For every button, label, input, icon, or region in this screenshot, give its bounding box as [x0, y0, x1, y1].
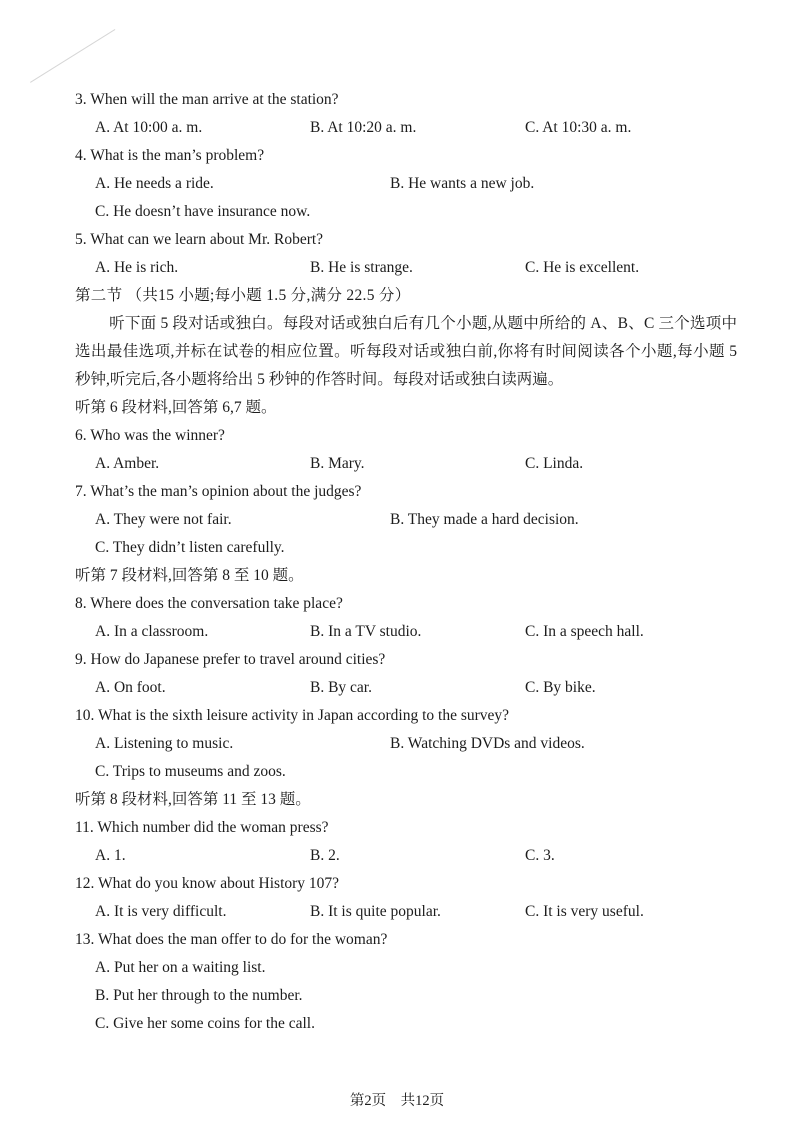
option: B. 2. [310, 847, 340, 864]
question-text: 10. What is the sixth leisure activity in Japan according to the survey? [75, 707, 510, 724]
option: B. He is strange. [310, 259, 413, 276]
question-text: 12. What do you know about History 107? [75, 875, 340, 892]
option: B. By car. [310, 679, 372, 696]
option: B. Mary. [310, 455, 365, 472]
option: A. In a classroom. [95, 623, 209, 640]
option: B. He wants a new job. [390, 175, 535, 192]
option-row [75, 954, 737, 982]
option: A. Listening to music. [95, 735, 234, 752]
option-row [75, 198, 737, 226]
option-row [75, 758, 737, 786]
question-text: 5. What can we learn about Mr. Robert? [75, 231, 324, 248]
option: A. On foot. [95, 679, 166, 696]
option: C. He doesn’t have insurance now. [95, 203, 311, 220]
option-row [75, 898, 737, 926]
option: A. They were not fair. [95, 511, 232, 528]
option-row [75, 534, 737, 562]
option: A. It is very difficult. [95, 903, 227, 920]
question-text: 7. What’s the man’s opinion about the judges? [75, 483, 362, 500]
option: C. By bike. [525, 679, 596, 696]
question-text: 11. Which number did the woman press? [75, 819, 329, 836]
option: C. They didn’t listen carefully. [95, 539, 285, 556]
option: C. In a speech hall. [525, 623, 644, 640]
page-footer: 第2页 共12页 [349, 1093, 445, 1109]
option: B. In a TV studio. [310, 623, 422, 640]
option-row [75, 618, 737, 646]
option: A. Put her on a waiting list. [95, 959, 266, 976]
option-row [75, 1010, 737, 1038]
option: C. Linda. [525, 455, 584, 472]
option-row [75, 842, 737, 870]
option: B. Put her through to the number. [95, 987, 303, 1004]
option: C. He is excellent. [525, 259, 640, 276]
section-heading: 第二节 （共15 小题;每小题 1.5 分,满分 22.5 分） [75, 287, 411, 304]
option: C. At 10:30 a. m. [525, 119, 632, 136]
option: C. Give her some coins for the call. [95, 1015, 315, 1032]
option: A. At 10:00 a. m. [95, 119, 203, 136]
scan-artifact [30, 29, 115, 83]
option-row [75, 982, 737, 1010]
option-row [75, 450, 737, 478]
material-note: 听第 8 段材料,回答第 11 至 13 题。 [75, 791, 311, 808]
option: A. He needs a ride. [95, 175, 214, 192]
question-text: 3. When will the man arrive at the station? [75, 91, 339, 108]
question-text: 9. How do Japanese prefer to travel around cities? [75, 651, 386, 668]
question-text: 8. Where does the conversation take place? [75, 595, 343, 612]
option-row [75, 114, 737, 142]
option: B. Watching DVDs and videos. [390, 735, 585, 752]
option-row [75, 506, 737, 534]
question-text: 4. What is the man’s problem? [75, 147, 265, 164]
instructions-paragraph: 听下面 5 段对话或独白。每段对话或独白后有几个小题,从题中所给的 A、B、C 三个选项中选出最佳选项,并标在试卷的相应位置。听每段对话或独白前,你将有时间阅读各个小题,每小题 5 秒钟,听完后,各小题将给出 5 秒钟的作答时间。每段对话或独白读两遍。 [75, 315, 737, 388]
option: C. 3. [525, 847, 555, 864]
option: B. At 10:20 a. m. [310, 119, 417, 136]
option-row [75, 674, 737, 702]
option-row [75, 254, 737, 282]
material-note: 听第 7 段材料,回答第 8 至 10 题。 [75, 567, 304, 584]
option: C. It is very useful. [525, 903, 644, 920]
option-row [75, 170, 737, 198]
material-note: 听第 6 段材料,回答第 6,7 题。 [75, 399, 277, 416]
option: B. It is quite popular. [310, 903, 441, 920]
option: A. He is rich. [95, 259, 179, 276]
option: B. They made a hard decision. [390, 511, 579, 528]
option: A. Amber. [95, 455, 160, 472]
question-text: 13. What does the man offer to do for the woman? [75, 931, 388, 948]
option-row [75, 730, 737, 758]
option: A. 1. [95, 847, 126, 864]
exam-content [75, 86, 737, 1038]
option: C. Trips to museums and zoos. [95, 763, 286, 780]
question-text: 6. Who was the winner? [75, 427, 225, 444]
